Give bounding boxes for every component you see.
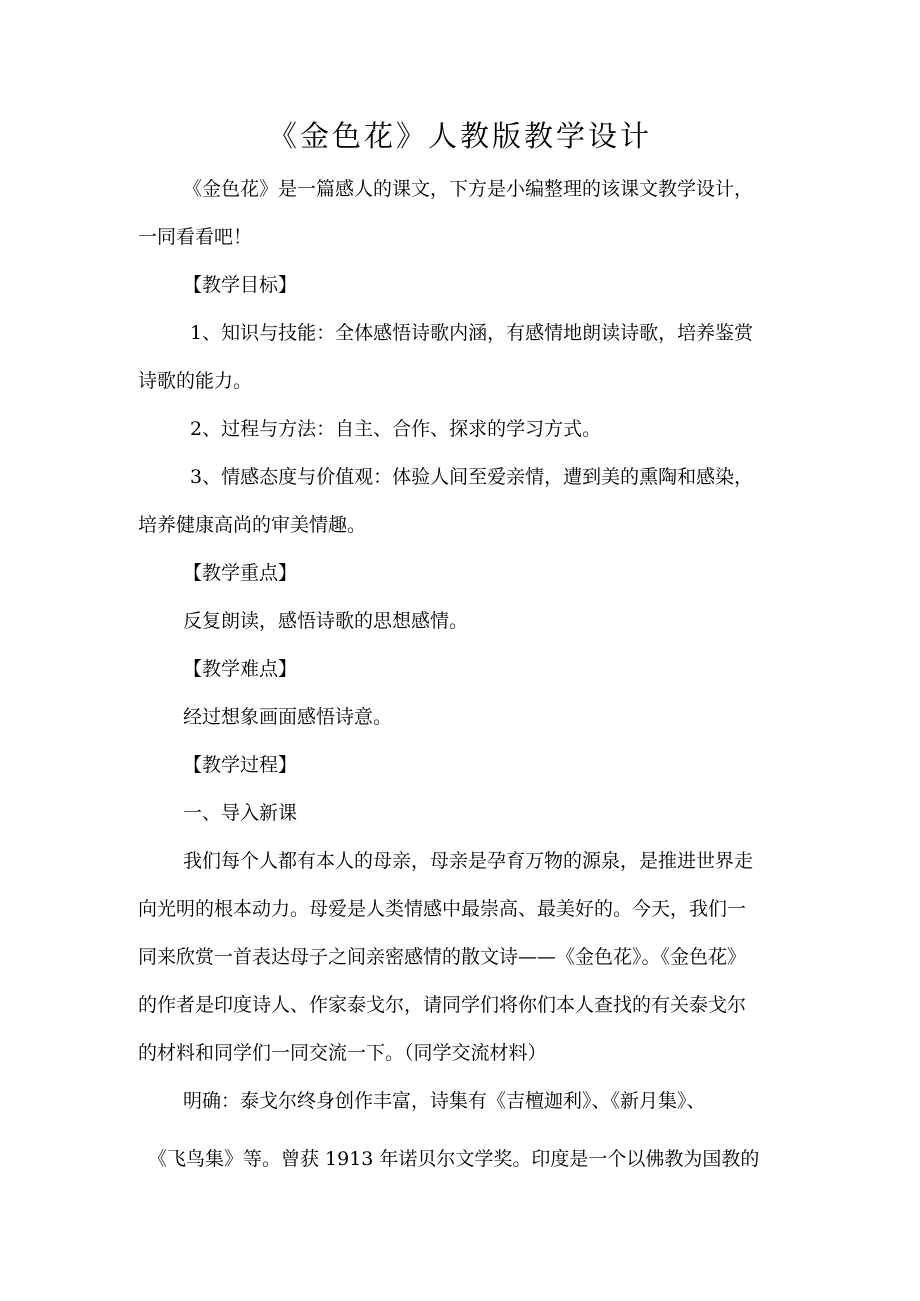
document-title: 《金色花》人教版教学设计 [267,119,652,153]
difficulties-heading: 【教学难点】 [183,658,298,680]
objective-2: 2、过程与方法：自主、合作、探求的学习方式。 [190,418,602,440]
process-section-1: 一、导入新课 [183,802,298,824]
objective-3-line-1: 3、情感态度与价值观：体验人间至爱亲情，遭到美的熏陶和感染， [190,466,754,488]
intro-line-2: 一同看看吧！ [138,226,253,248]
process-para-2-line-2: 《飞鸟集》等。曾获 1913 年诺贝尔文学奖。印度是一个以佛教为国教的 [148,1148,760,1170]
key-points-text: 反复朗读，感悟诗歌的思想感情。 [183,610,469,632]
process-para-2-line-1: 明确：泰戈尔终身创作丰富，诗集有《吉檀迦利》、《新月集》、 [183,1090,706,1112]
process-para-1-line-4: 的作者是印度诗人、作家泰戈尔，请同学们将你们本人查找的有关泰戈尔 [138,994,747,1016]
objective-1-line-2: 诗歌的能力。 [138,370,253,392]
objective-1-line-1: 1、知识与技能：全体感悟诗歌内涵，有感情地朗读诗歌，培养鉴赏 [190,322,754,344]
process-para-1-line-1: 我们每个人都有本人的母亲，母亲是孕育万物的源泉，是推进世界走 [183,850,754,872]
process-para-1-line-2: 向光明的根本动力。母爱是人类情感中最崇高、最美好的。今天，我们一 [138,898,747,920]
intro-line-1: 《金色花》是一篇感人的课文，下方是小编整理的该课文教学设计， [183,178,754,200]
objective-3-line-2: 培养健康高尚的审美情趣。 [138,514,367,536]
process-para-1-line-3: 同来欣赏一首表达母子之间亲密感情的散文诗——《金色花》。《金色花》 [138,946,747,968]
key-points-heading: 【教学重点】 [183,562,298,584]
process-heading: 【教学过程】 [183,754,298,776]
difficulties-text: 经过想象画面感悟诗意。 [183,706,393,728]
process-para-1-line-5: 的材料和同学们一同交流一下。（同学交流材料） [138,1042,547,1064]
objectives-heading: 【教学目标】 [183,274,298,296]
